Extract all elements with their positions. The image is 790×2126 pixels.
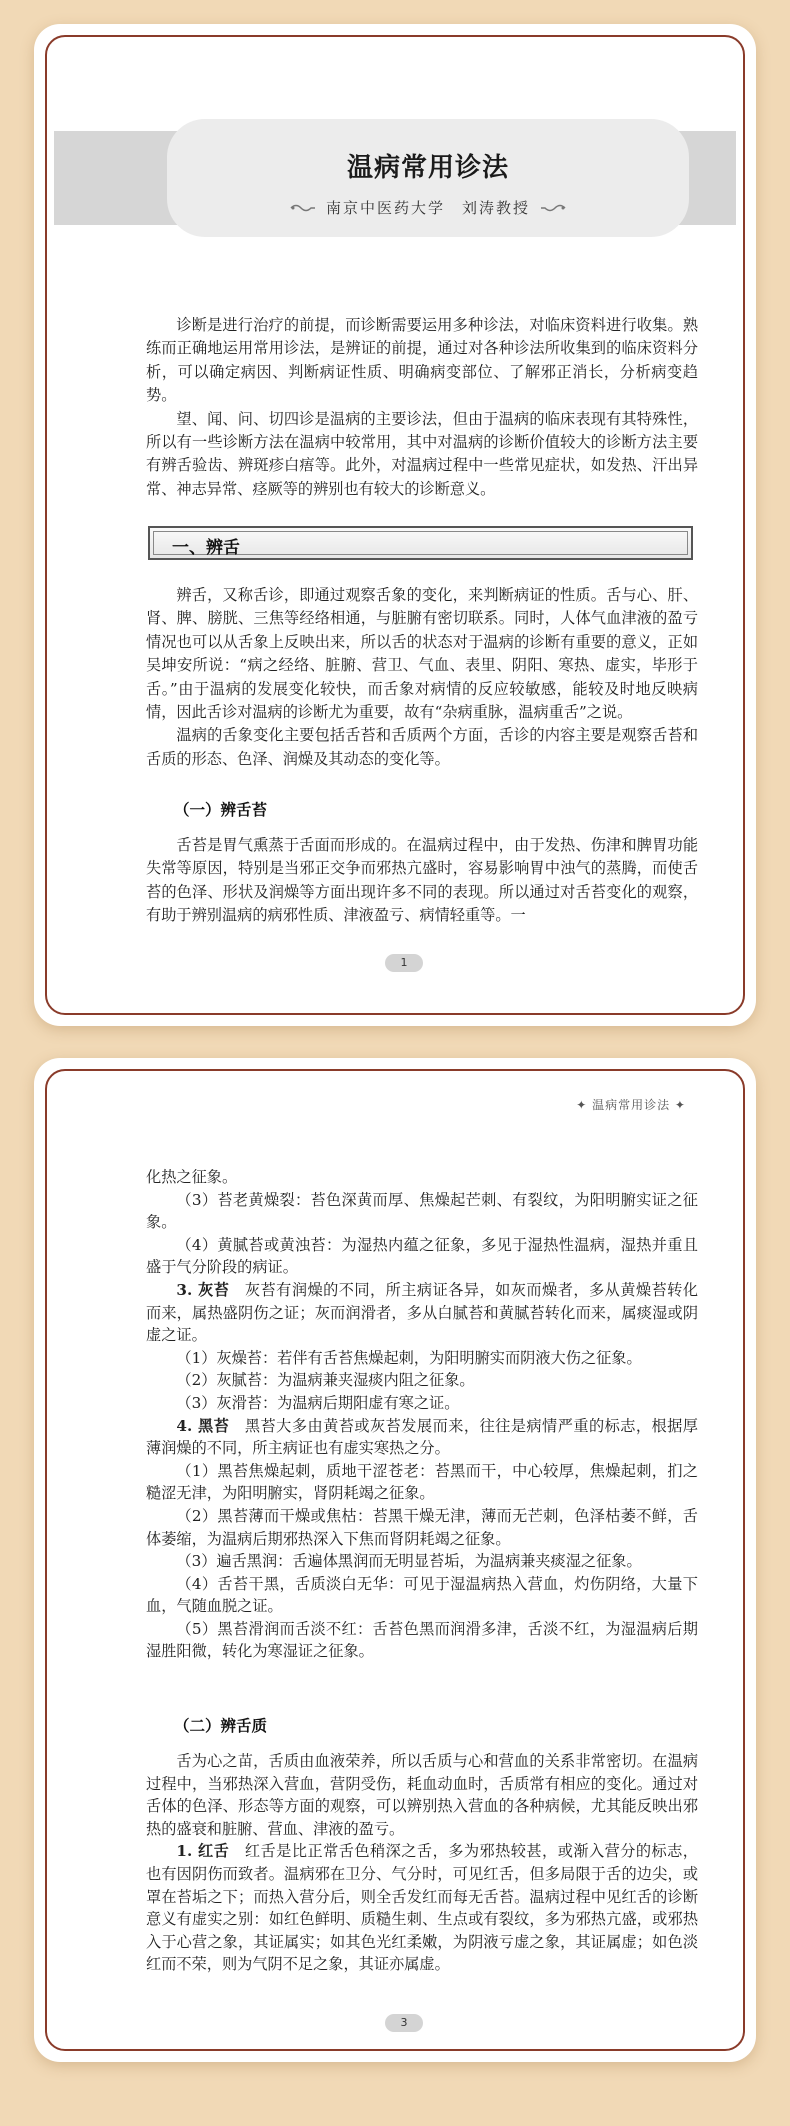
item-lead: 4. 黑苔	[176, 1416, 230, 1435]
paragraph	[146, 1415, 698, 1460]
page-number: 1	[385, 954, 423, 972]
intro-paragraph: 望、闻、问、切四诊是温病的主要诊法，但由于温病的临床表现有其特殊性，所以有一些诊断方法在温病中较常用，其中对温病的诊断价值较大的诊断方法主要有辨舌验齿、辨斑疹白痦等。此外，对温病过程中一些常见症状，如发热、汗出异常、神志异常、痉厥等的辨别也有较大的诊断意义。	[146, 409, 698, 498]
item-body: 黑苔大多由黄苔或灰苔发展而来，往往是病情严重的标志，根据厚薄润燥的不同，所主病证也有虚实寒热之分。	[146, 1416, 698, 1458]
section-heading	[148, 526, 693, 560]
section-paragraph: 温病的舌象变化主要包括舌苔和舌质两个方面，舌诊的内容主要是观察舌苔和舌质的形态、色泽、润燥及其动态的变化等。	[146, 726, 698, 768]
intro-text	[146, 314, 698, 501]
section-paragraph: 辨舌，又称舌诊，即通过观察舌象的变化，来判断病证的性质。舌与心、肝、肾、脾、膀胱、三焦等经络相通，与脏腑有密切联系。同时，人体气血津液的盈亏情况也可以从舌象上反映出来，所以舌的状态对于温病的诊断有重要的意义，正如吴坤安所说：“病之经络、脏腑、营卫、气血、表里、阴阳、寒热、虚实，毕形于舌。”由于温病的发展变化较快，而舌象对病情的反应较敏感，能较及时地反映病情，因此舌诊对温病的诊断尤为重要，故有“杂病重脉，温病重舌”之说。	[146, 586, 698, 722]
paragraph: （2）黑苔薄而干燥或焦枯：苔黑干燥无津，薄而无芒刺，色泽枯萎不鲜，舌体萎缩，为温病后期邪热深入下焦而肾阴耗竭之征象。	[146, 1506, 698, 1548]
paragraph	[146, 1279, 698, 1347]
paragraph: （3）灰滑苔：为温病后期阳虚有寒之证。	[176, 1393, 460, 1412]
subsection-heading: （一）辨舌苔	[174, 800, 268, 819]
page-title: 温病常用诊法	[346, 153, 509, 183]
intro-paragraph: 诊断是进行治疗的前提，而诊断需要运用多种诊法，对临床资料进行收集。熟练而正确地运用常用诊法，是辨证的前提，通过对各种诊法所收集到的临床资料分析，可以确定病因、判断病证性质、明确病变部位、了解邪正消长，分析病变趋势。	[146, 316, 698, 405]
title-band	[54, 131, 736, 225]
paragraph: （1）黑苔焦燥起刺，质地干涩苍老：苔黑而干，中心较厚，焦燥起刺，扪之糙涩无津，为阳明腑实，肾阴耗竭之征象。	[146, 1461, 698, 1503]
paragraph: （4）舌苔干黑，舌质淡白无华：可见于湿温病热入营血，灼伤阴络，大量下血，气随血脱之证。	[146, 1574, 698, 1616]
paragraph: （5）黑苔滑润而舌淡不红：舌苔色黑而润滑多津，舌淡不红，为湿温病后期湿胜阳微，转化为寒湿证之征象。	[146, 1619, 698, 1661]
paragraph: （4）黄腻苔或黄浊苔：为湿热内蕴之征象，多见于湿热性温病，湿热并重且盛于气分阶段的病证。	[146, 1235, 698, 1277]
subsection-paragraph: 舌苔是胃气熏蒸于舌面而形成的。在温病过程中，由于发热、伤津和脾胃功能失常等原因，特别是当邪正交争而邪热亢盛时，容易影响胃中浊气的蒸腾，而使舌苔的色泽、形状及润燥等方面出现许多不同的表现。所以通过对舌苔变化的观察，有助于辨别温病的病邪性质、津液盈亏、病情轻重等。一	[146, 836, 698, 925]
paragraph: （3）苔老黄燥裂：苔色深黄而厚、焦燥起芒刺、有裂纹，为阳明腑实证之征象。	[146, 1190, 698, 1232]
author-text: 南京中医药大学 刘涛教授	[325, 199, 530, 217]
section-heading-text: 一、辨舌	[172, 538, 240, 558]
subsection-heading: （二）辨舌质	[174, 1716, 268, 1735]
page-card-2	[34, 1058, 756, 2062]
ornament-left-icon	[290, 203, 316, 213]
page2-text	[146, 1166, 698, 1663]
paragraph: 化热之征象。	[146, 1168, 238, 1186]
item-body: 红舌是比正常舌色稍深之舌，多为邪热较甚，或渐入营分的标志，也有因阴伤而致者。温病邪在卫分、气分时，可见红舌，但多局限于舌的边尖，或罩在苔垢之下；而热入营分后，则全舌发红而每无舌苔。温病过程中见红舌的诊断意义有虚实之别：如红色鲜明、质糙生刺、生点或有裂纹，多为邪热亢盛，或邪热入于心营之象，其证属实；如其色光红柔嫩，为阴液亏虚之象，其证属虚；如色淡红而不荣，则为气阴不足之象，其证亦属虚。	[146, 1842, 698, 1974]
item-lead: 1. 红舌	[176, 1842, 230, 1861]
subsection-text	[146, 834, 698, 928]
paragraph	[146, 1840, 698, 1976]
page2-text-2	[146, 1750, 698, 1976]
paragraph: 舌为心之苗，舌质由血液荣养，所以舌质与心和营血的关系非常密切。在温病过程中，当邪热深入营血，营阴受伤，耗血动血时，舌质常有相应的变化。通过对舌体的色泽、形态等方面的观察，可以辨别热入营血的各种病候，尤其能反映出邪热的盛衰和脏腑、营血、津液的盈亏。	[146, 1752, 698, 1838]
title-panel	[167, 119, 689, 237]
item-lead: 3. 灰苔	[176, 1280, 230, 1299]
section-text	[146, 584, 698, 771]
ornament-right-icon	[540, 203, 566, 213]
paragraph: （3）遍舌黑润：舌遍体黑润而无明显苔垢，为温病兼夹痰湿之征象。	[176, 1552, 642, 1571]
item-body: 灰苔有润燥的不同，所主病证各异，如灰而燥者，多从黄燥苔转化而来，属热盛阴伤之证；灰而润滑者，多从白腻苔和黄腻苔转化而来，属痰湿或阴虚之证。	[146, 1280, 698, 1345]
page-number: 3	[385, 2014, 423, 2032]
running-header: ✦ 温病常用诊法 ✦	[576, 1098, 686, 1112]
paragraph: （2）灰腻苔：为温病兼夹湿痰内阻之征象。	[176, 1371, 475, 1390]
page-card-1	[34, 24, 756, 1026]
author-line	[167, 197, 689, 218]
paragraph: （1）灰燥苔：若伴有舌苔焦燥起刺，为阳明腑实而阴液大伤之征象。	[176, 1348, 642, 1367]
